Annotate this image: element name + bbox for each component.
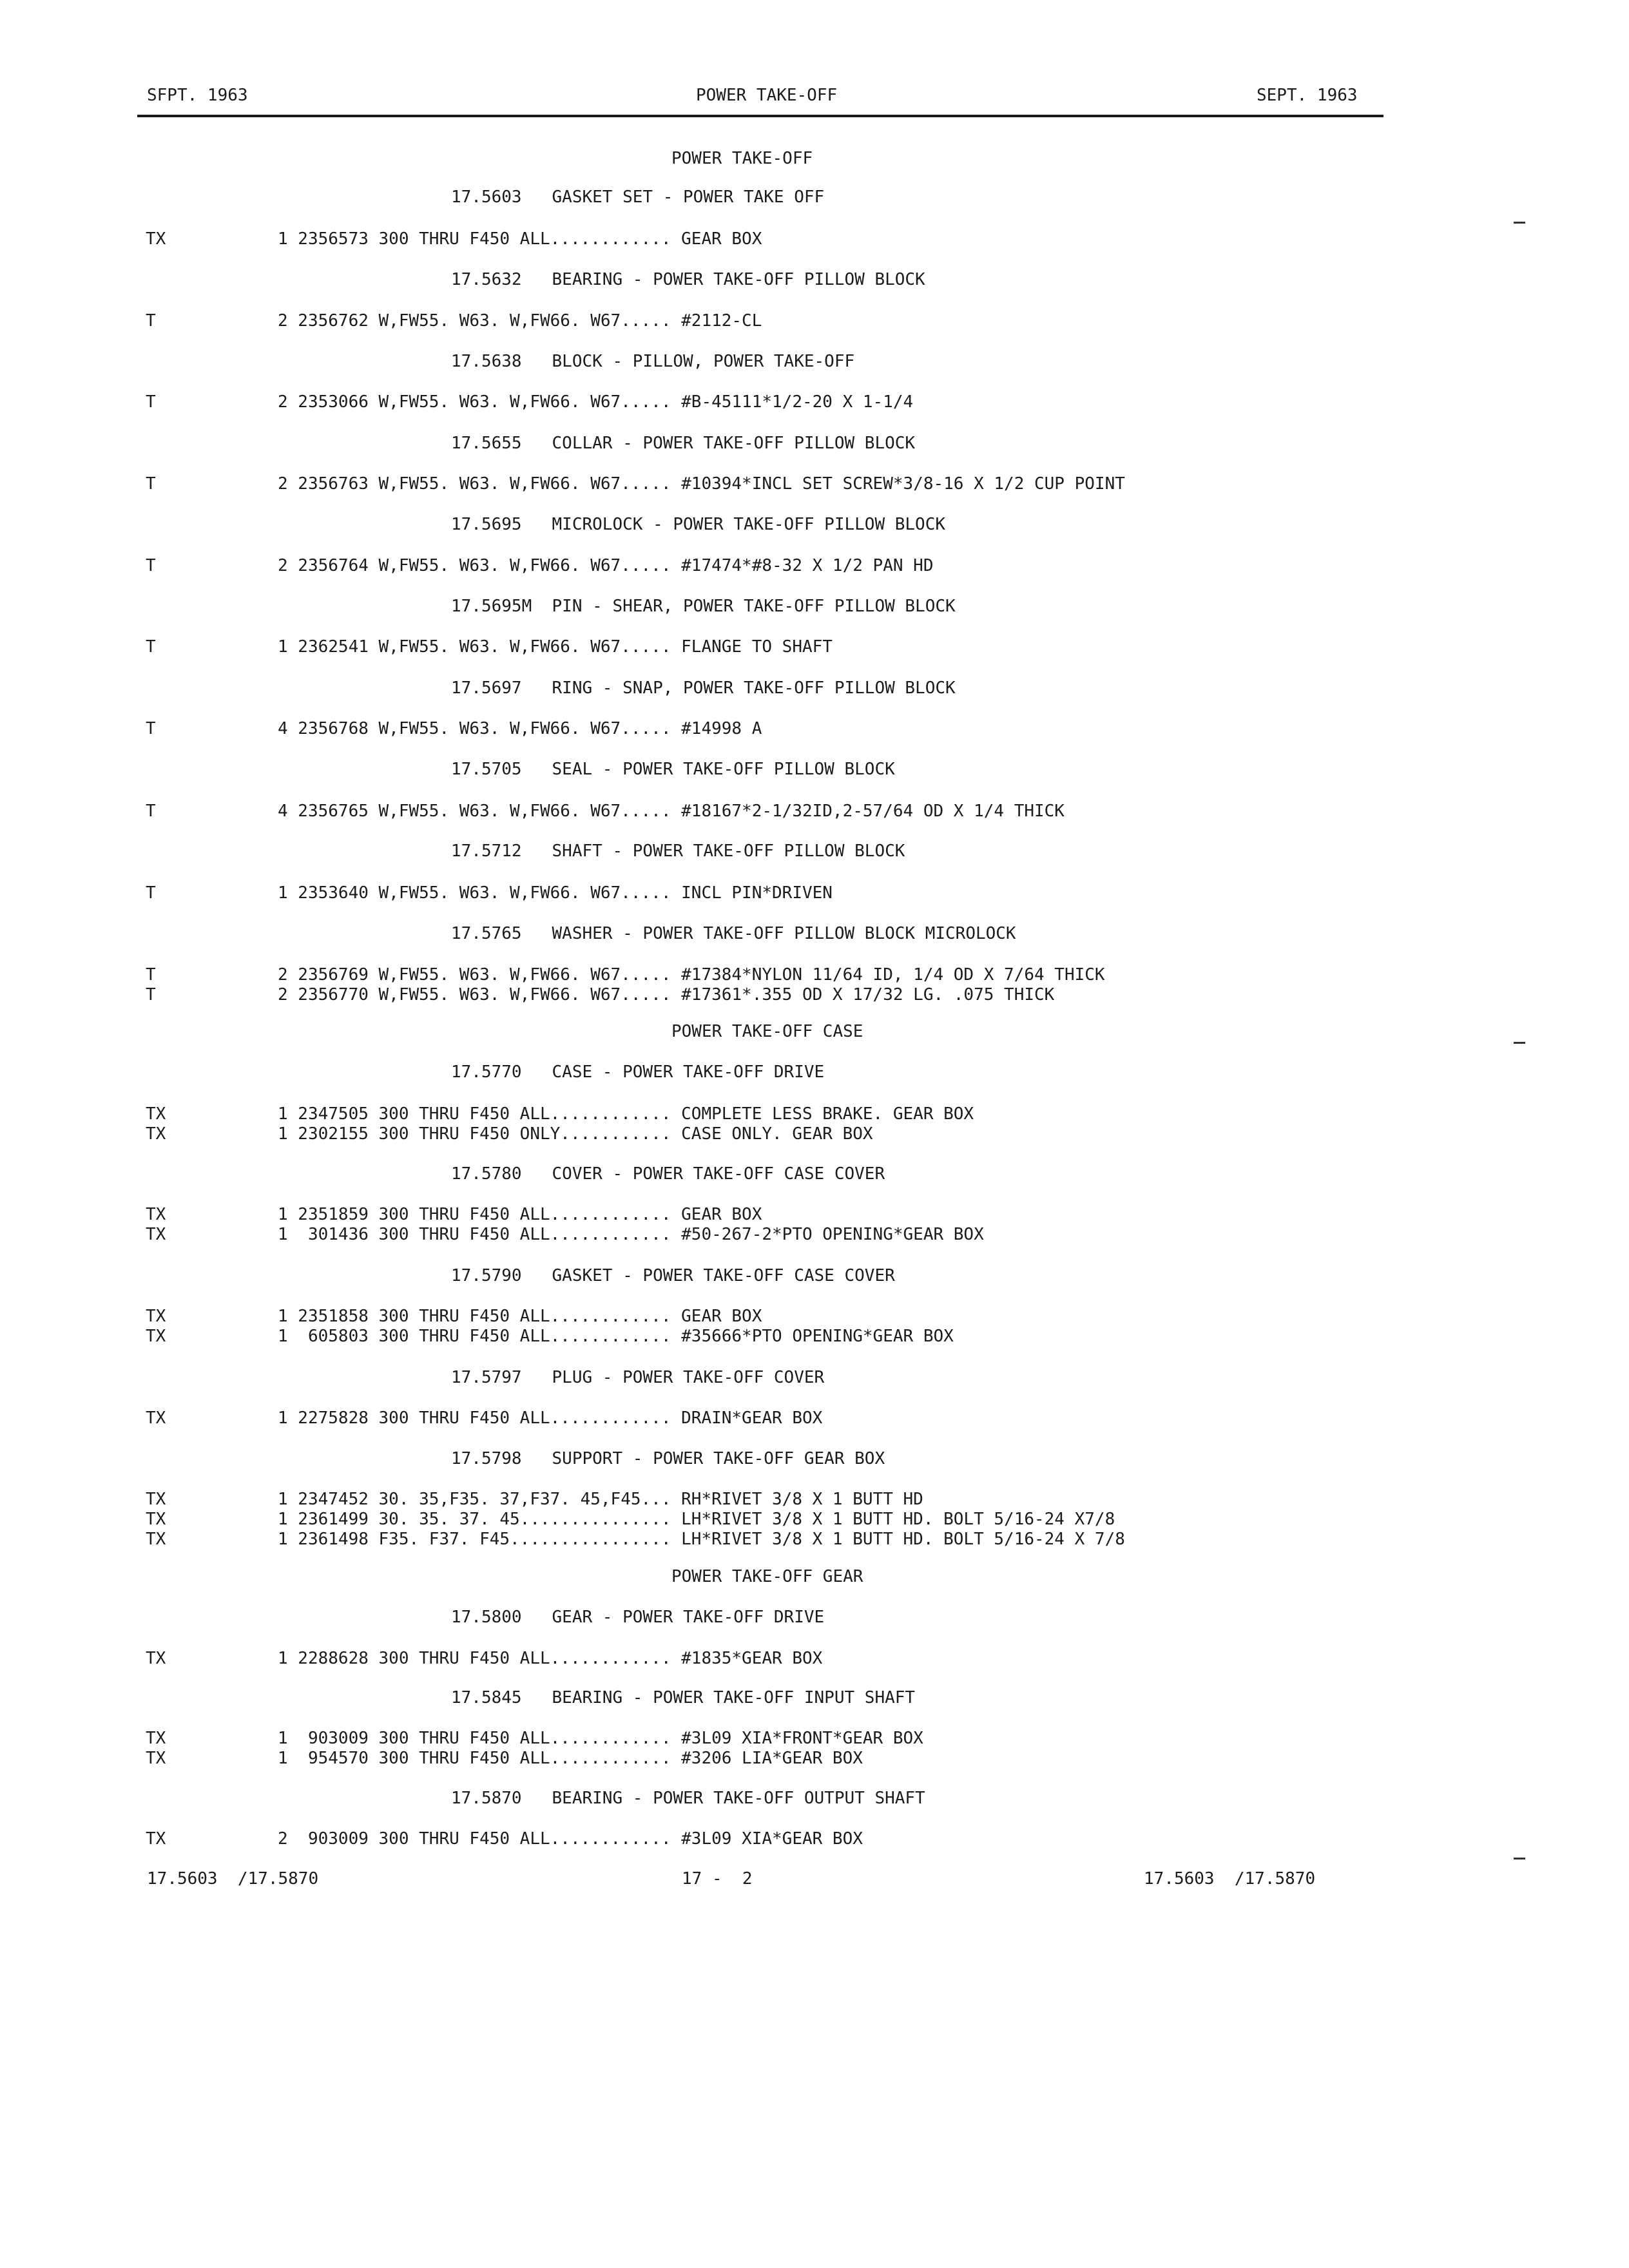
- section-heading: 17.5655 COLLAR - POWER TAKE-OFF PILLOW BLOCK: [451, 434, 916, 453]
- part-line: 1 903009 300 THRU F450 ALL............ #3L09 XIA*FRONT*GEAR BOX: [278, 1729, 923, 1748]
- part-usage-code: T: [146, 474, 156, 494]
- part-line: 2 2356764 W,FW55. W63. W,FW66. W67..... #17474*#8-32 X 1/2 PAN HD: [278, 556, 934, 575]
- part-line: 1 2302155 300 THRU F450 ONLY........... CASE ONLY. GEAR BOX: [278, 1124, 873, 1144]
- header-title: POWER TAKE-OFF: [696, 86, 838, 105]
- section-heading: 17.5780 COVER - POWER TAKE-OFF CASE COVER: [451, 1164, 885, 1184]
- part-usage-code: T: [146, 392, 156, 412]
- part-usage-code: TX: [146, 1327, 166, 1346]
- header-date-left: SFPT. 1963: [147, 86, 248, 105]
- part-usage-code: TX: [146, 1104, 166, 1124]
- footer-range-right: 17.5603 /17.5870: [1144, 1869, 1316, 1888]
- part-line: 1 2347505 300 THRU F450 ALL............ COMPLETE LESS BRAKE. GEAR BOX: [278, 1104, 974, 1124]
- part-line: 1 2351858 300 THRU F450 ALL............ GEAR BOX: [278, 1307, 762, 1326]
- part-line: 2 2356769 W,FW55. W63. W,FW66. W67..... #17384*NYLON 11/64 ID, 1/4 OD X 7/64 THICK: [278, 965, 1105, 985]
- part-usage-code: TX: [146, 1225, 166, 1244]
- part-usage-code: T: [146, 311, 156, 331]
- part-usage-code: T: [146, 883, 156, 903]
- part-line: 1 301436 300 THRU F450 ALL............ #50-267-2*PTO OPENING*GEAR BOX: [278, 1225, 984, 1244]
- part-line: 1 2275828 300 THRU F450 ALL............ DRAIN*GEAR BOX: [278, 1408, 823, 1428]
- header-date-right: SEPT. 1963: [1257, 86, 1358, 105]
- part-usage-code: TX: [146, 1749, 166, 1768]
- section-heading: 17.5798 SUPPORT - POWER TAKE-OFF GEAR BOX: [451, 1449, 885, 1468]
- part-line: 1 2362541 W,FW55. W63. W,FW66. W67..... FLANGE TO SHAFT: [278, 637, 833, 657]
- group-heading: POWER TAKE-OFF: [671, 149, 813, 168]
- part-usage-code: TX: [146, 1729, 166, 1748]
- part-usage-code: TX: [146, 1408, 166, 1428]
- section-heading: 17.5632 BEARING - POWER TAKE-OFF PILLOW BLOCK: [451, 270, 925, 289]
- group-heading: POWER TAKE-OFF CASE: [671, 1022, 863, 1041]
- part-usage-code: TX: [146, 1124, 166, 1144]
- part-line: 2 2356770 W,FW55. W63. W,FW66. W67..... #17361*.355 OD X 17/32 LG. .075 THICK: [278, 985, 1055, 1004]
- part-line: 1 954570 300 THRU F450 ALL............ #3206 LIA*GEAR BOX: [278, 1749, 863, 1768]
- part-usage-code: TX: [146, 1530, 166, 1549]
- section-heading: 17.5870 BEARING - POWER TAKE-OFF OUTPUT SHAFT: [451, 1789, 925, 1808]
- part-usage-code: TX: [146, 229, 166, 249]
- part-line: 2 2353066 W,FW55. W63. W,FW66. W67..... #B-45111*1/2-20 X 1-1/4: [278, 392, 914, 412]
- part-line: 1 2288628 300 THRU F450 ALL............ #1835*GEAR BOX: [278, 1649, 823, 1668]
- section-heading: 17.5697 RING - SNAP, POWER TAKE-OFF PILLOW BLOCK: [451, 678, 956, 698]
- part-usage-code: T: [146, 965, 156, 985]
- part-line: 1 2356573 300 THRU F450 ALL............ GEAR BOX: [278, 229, 762, 249]
- part-line: 2 2356763 W,FW55. W63. W,FW66. W67..... #10394*INCL SET SCREW*3/8-16 X 1/2 CUP POINT: [278, 474, 1125, 494]
- group-heading: POWER TAKE-OFF GEAR: [671, 1567, 863, 1586]
- section-heading: 17.5705 SEAL - POWER TAKE-OFF PILLOW BLOCK: [451, 760, 895, 779]
- part-line: 1 2351859 300 THRU F450 ALL............ GEAR BOX: [278, 1205, 762, 1224]
- section-heading: 17.5800 GEAR - POWER TAKE-OFF DRIVE: [451, 1608, 825, 1627]
- part-usage-code: T: [146, 556, 156, 575]
- part-usage-code: TX: [146, 1490, 166, 1509]
- part-line: 2 903009 300 THRU F450 ALL............ #3L09 XIA*GEAR BOX: [278, 1829, 863, 1849]
- part-usage-code: TX: [146, 1510, 166, 1529]
- part-usage-code: T: [146, 637, 156, 657]
- part-line: 1 2353640 W,FW55. W63. W,FW66. W67..... INCL PIN*DRIVEN: [278, 883, 833, 903]
- part-line: 1 2347452 30. 35,F35. 37,F37. 45,F45... RH*RIVET 3/8 X 1 BUTT HD: [278, 1490, 923, 1509]
- part-line: 4 2356768 W,FW55. W63. W,FW66. W67..... #14998 A: [278, 719, 762, 738]
- section-heading: 17.5790 GASKET - POWER TAKE-OFF CASE COVER: [451, 1266, 895, 1285]
- section-heading: 17.5712 SHAFT - POWER TAKE-OFF PILLOW BLOCK: [451, 841, 905, 861]
- section-heading: 17.5797 PLUG - POWER TAKE-OFF COVER: [451, 1368, 825, 1387]
- part-usage-code: TX: [146, 1205, 166, 1224]
- footer-range-left: 17.5603 /17.5870: [147, 1869, 319, 1888]
- section-heading: 17.5638 BLOCK - PILLOW, POWER TAKE-OFF: [451, 352, 855, 371]
- part-line: 1 2361498 F35. F37. F45................ LH*RIVET 3/8 X 1 BUTT HD. BOLT 5/16-24 X 7/8: [278, 1530, 1125, 1549]
- part-line: 2 2356762 W,FW55. W63. W,FW66. W67..... #2112-CL: [278, 311, 762, 331]
- part-usage-code: T: [146, 719, 156, 738]
- margin-tick-mark: [1514, 1042, 1525, 1044]
- part-usage-code: T: [146, 985, 156, 1004]
- section-heading: 17.5695M PIN - SHEAR, POWER TAKE-OFF PILLOW BLOCK: [451, 597, 956, 616]
- margin-tick-mark: [1514, 222, 1525, 224]
- part-usage-code: T: [146, 802, 156, 821]
- part-line: 4 2356765 W,FW55. W63. W,FW66. W67..... #18167*2-1/32ID,2-57/64 OD X 1/4 THICK: [278, 802, 1065, 821]
- footer-page-number: 17 - 2: [682, 1869, 753, 1888]
- section-heading: 17.5845 BEARING - POWER TAKE-OFF INPUT SHAFT: [451, 1688, 916, 1707]
- part-usage-code: TX: [146, 1307, 166, 1326]
- part-line: 1 2361499 30. 35. 37. 45............... LH*RIVET 3/8 X 1 BUTT HD. BOLT 5/16-24 X7/8: [278, 1510, 1115, 1529]
- part-usage-code: TX: [146, 1829, 166, 1849]
- section-heading: 17.5603 GASKET SET - POWER TAKE OFF: [451, 187, 825, 207]
- part-line: 1 605803 300 THRU F450 ALL............ #35666*PTO OPENING*GEAR BOX: [278, 1327, 954, 1346]
- header-rule: [137, 115, 1383, 117]
- section-heading: 17.5770 CASE - POWER TAKE-OFF DRIVE: [451, 1062, 825, 1082]
- section-heading: 17.5765 WASHER - POWER TAKE-OFF PILLOW BLOCK MICROLOCK: [451, 924, 1016, 943]
- part-usage-code: TX: [146, 1649, 166, 1668]
- section-heading: 17.5695 MICROLOCK - POWER TAKE-OFF PILLOW BLOCK: [451, 515, 946, 534]
- margin-tick-mark: [1514, 1858, 1525, 1860]
